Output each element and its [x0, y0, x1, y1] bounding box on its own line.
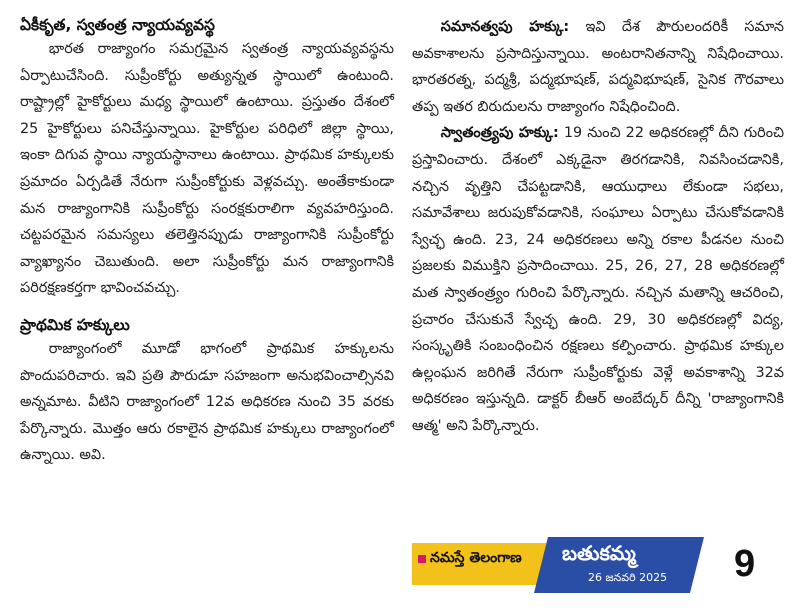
- text-right-to-equality: ఇవి దేశ పౌరులందరికీ సమాన అవకాశాలను ప్రసాదిస్తున్నాయి. అంటరానితనాన్ని నిషేధించాయి. భారతరత్న, పద్మశ్రీ, పద్మభూషణ్, పద్మవిభూషణ్, సైనిక గౌరవాలు తప్ప ఇతర బిరుదులను రాజ్యాంగం నిషేధించింది.: [412, 19, 785, 115]
- lead-right-to-freedom: స్వాతంత్ర్యపు హక్కు:: [440, 125, 559, 142]
- page-number: 9: [734, 543, 756, 585]
- page-footer: [412, 537, 800, 593]
- text-right-to-freedom: 19 నుంచి 22 అధికరణల్లో దీని గురించి ప్రస్తావించారు. దేశంలో ఎక్కడైనా తిరగడానికి, నివసించడానికి, నచ్చిన వృత్తిని చేపట్టడానికి, ఆయుధాలు లేకుండా సభలు, సమావేశాలు జరుపుకోవడానికి, సంఘాలు ఏర్పాటు చేసుకోవడానికి స్వేచ్ఛ ఉంది. 23, 24 అధికరణలు అన్ని రకాల పీడనల నుంచి ప్రజలకు విముక్తిని ప్రసాదించాయి. 25, 26, 27, 28 అధికరణల్లో మత స్వాతంత్ర్యం గురించి పేర్కొన్నారు. నచ్చిన మతాన్ని ఆచరించి, ప్రచారం చేసుకునే స్వేచ్ఛ ఉంది. 29, 30 అధికరణల్లో విద్య, సంస్కృతికి సంబంధించిన రక్షణలు కల్పించారు. ప్రాథమిక హక్కుల ఉల్లంఘన జరిగితే నేరుగా సుప్రీంకోర్టుకు వెళ్లే అవకాశాన్ని 32వ అధికరణం ఇస్తున్నది. డాక్టర్ బీఆర్ అంబేద్కర్ దీన్ని 'రాజ్యాంగానికి ఆత్మ' అని పేర్కొన్నారు.: [412, 125, 785, 434]
- issue-date: 26 జనవరి 2025: [588, 571, 668, 584]
- paragraph-fundamental-rights: రాజ్యాంగంలో మూడో భాగంలో ప్రాథమిక హక్కులను పొందుపరిచారు. ఇవి ప్రతి పౌరుడూ సహజంగా అనుభవించాల్సినవి అన్నమాట. వీటిని రాజ్యాంగంలో 12వ అధికరణ నుంచి 35 వరకు పేర్కొన్నారు. మొత్తం ఆరు రకాలైన ప్రాథమిక హక్కులు రాజ్యాంగంలో ఉన్నాయి. అవి.: [20, 340, 394, 464]
- lead-right-to-equality: సమానత్వపు హక్కు:: [440, 19, 570, 35]
- newspaper-name: నమస్తే తెలంగాణ: [430, 550, 522, 566]
- left-column: [20, 14, 394, 469]
- magazine-title: బతుకమ్మ: [562, 541, 636, 565]
- section-heading-judiciary: ఏకీకృత, స్వతంత్ర న్యాయవ్యవస్థ: [20, 16, 215, 34]
- brand-bullet-icon: [418, 555, 426, 563]
- right-column: [412, 14, 784, 440]
- paragraph-judiciary: భారత రాజ్యాంగం సమగ్రమైన స్వతంత్ర న్యాయవ్యవస్థను ఏర్పాటుచేసింది. సుప్రీంకోర్టు అత్యున్నత స్థాయిలో ఉంటుంది. రాష్ట్రాల్లో హైకోర్టులు మధ్య స్థాయిలో ఉంటాయి. ప్రస్తుతం దేశంలో 25 హైకోర్టులు పనిచేస్తున్నాయి. హైకోర్టుల పరిధిలో జిల్లా స్థాయి, ఇంకా దిగువ స్థాయి న్యాయస్థానాలు ఉంటాయి. ప్రాథమిక హక్కులకు ప్రమాదం ఏర్పడితే నేరుగా సుప్రీంకోర్టుకు వెళ్లవచ్చు. అంతేకాకుండా మన రాజ్యాంగానికి సుప్రీంకోర్టు సంరక్షకురాలిగా వ్యవహరిస్తుంది. చట్టపరమైన సమస్యలు తలెత్తినప్పుడు రాజ్యాంగానికి సుప్రీంకోర్టు వ్యాఖ్యానం చెబుతుంది. అలా సుప్రీంకోర్టు మన రాజ్యాంగానికి పరిరక్షణకర్తగా భావించవచ్చు.: [20, 41, 394, 297]
- section-spacer: [20, 302, 394, 314]
- section-heading-fundamental-rights: ప్రాథమిక హక్కులు: [20, 315, 130, 334]
- paragraph-right-to-freedom: [412, 120, 784, 439]
- paragraph-right-to-equality: [412, 14, 784, 120]
